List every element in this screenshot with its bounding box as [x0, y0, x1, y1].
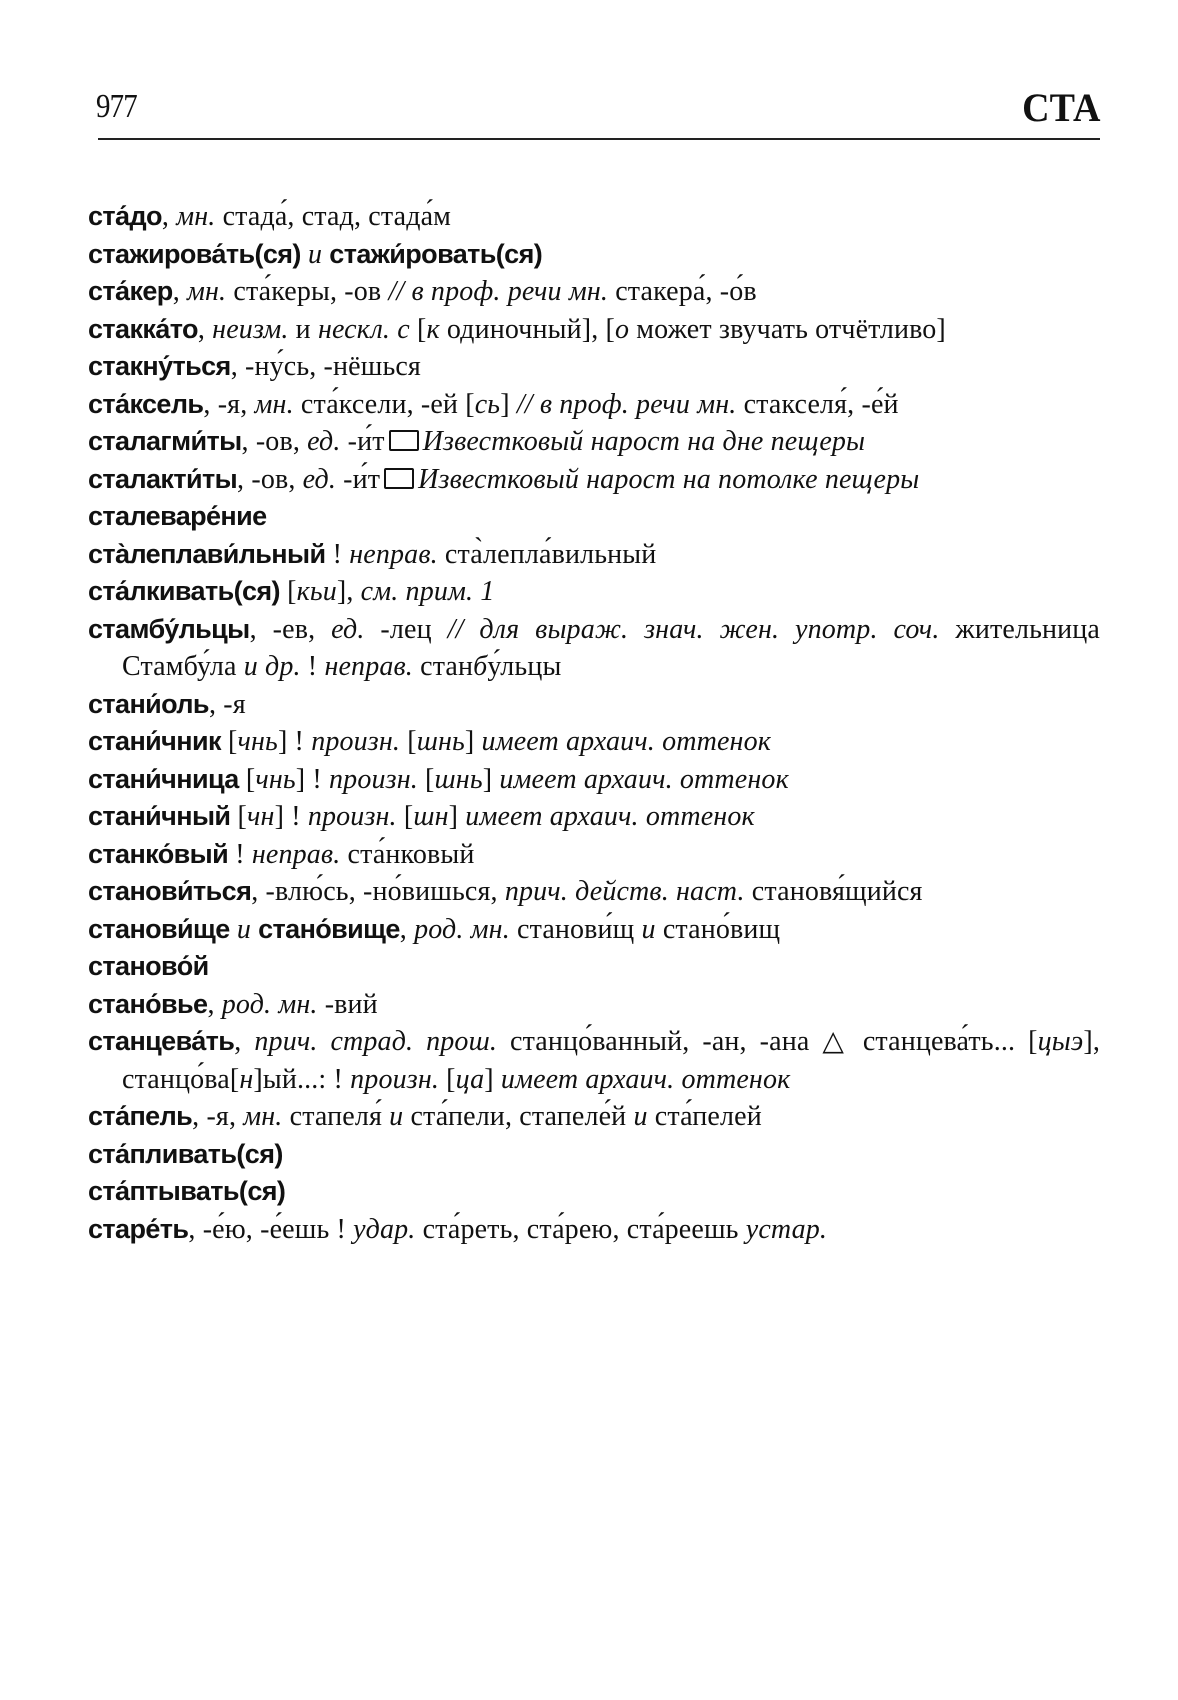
dictionary-entry — [88, 536, 1100, 574]
headword: ста̀леплави́льный — [88, 538, 326, 569]
grammar-label: ед. — [331, 613, 365, 645]
entry-text: -лец — [364, 613, 448, 645]
headword: ста́лкивать(ся) — [88, 576, 280, 606]
entry-text: , -я — [208, 688, 246, 720]
headword: ста́ксель — [88, 388, 204, 419]
grammar-label: о — [614, 313, 630, 345]
entry-text: стапеля́ — [282, 1101, 390, 1132]
entry-text: [ — [439, 1063, 456, 1095]
dictionary-entry — [88, 1023, 1100, 1098]
definition-box-icon — [384, 468, 414, 489]
entry-text — [301, 239, 308, 270]
entry-text: [ — [279, 576, 297, 607]
headword: стано́вье — [88, 988, 208, 1019]
headword: станко́вый — [88, 838, 229, 869]
dictionary-entry — [88, 911, 1100, 949]
dictionary-entry — [88, 611, 1100, 686]
grammar-label: неизм. — [212, 313, 289, 345]
headword: стани́чник — [88, 726, 221, 756]
dictionary-entry — [88, 498, 1100, 536]
entry-text: ста́реть, ста́рею, ста́реешь — [415, 1213, 746, 1245]
grammar-label: мн. — [176, 201, 216, 232]
dictionary-entry — [88, 273, 1100, 311]
grammar-label: имеет архаич. оттенок — [465, 801, 755, 832]
grammar-label: прич. страд. прош. — [254, 1026, 498, 1057]
entry-text: ста́пелей — [647, 1101, 762, 1132]
dictionary-entry — [88, 1136, 1100, 1174]
grammar-label: неправ. — [251, 838, 341, 870]
grammar-label: // в проф. речи мн. — [516, 388, 737, 420]
headword: ста́пливать(ся) — [88, 1138, 283, 1169]
entry-text: и — [288, 313, 318, 345]
grammar-label: шнь — [434, 763, 483, 795]
entry-text: стан — [412, 651, 474, 682]
entry-text: одиночный], [ — [439, 313, 615, 345]
entry-text: ] — [448, 801, 466, 832]
grammar-label: чнь — [255, 763, 296, 795]
entry-text: -вий — [317, 988, 378, 1020]
entry-text: , — [197, 313, 213, 345]
dictionary-entry — [88, 198, 1100, 236]
entry-text: [ — [220, 726, 238, 757]
entry-list — [88, 198, 1100, 1248]
headword: стажирова́ть(ся) — [88, 238, 301, 269]
entry-text: [ — [409, 313, 427, 345]
headword: ста́птывать(ся) — [88, 1176, 286, 1206]
dictionary-entry — [88, 461, 1100, 499]
grammar-label: шнь — [416, 726, 465, 757]
entry-text: ста́керы, -ов — [226, 276, 389, 307]
entry-text: ], — [336, 576, 361, 607]
dictionary-entry — [88, 236, 1100, 274]
entry-text: ]ый...: ! — [253, 1063, 351, 1095]
headword: стакну́ться — [88, 351, 231, 381]
grammar-label: Известковый нарост на дне пещеры — [422, 426, 866, 457]
grammar-label: цыэ — [1037, 1026, 1084, 1057]
dictionary-entry — [88, 986, 1100, 1024]
entry-text: ] — [500, 388, 517, 420]
headword: сталагми́ты — [88, 426, 242, 456]
guide-word: СТА — [1021, 85, 1100, 130]
dictionary-entry — [88, 836, 1100, 874]
running-head — [88, 80, 1100, 136]
headword: станцева́ть — [88, 1026, 235, 1056]
grammar-label: род. мн. — [221, 988, 318, 1020]
entry-text: ста́нковый — [340, 838, 475, 870]
headword: ста́до — [88, 201, 162, 231]
grammar-label: Известковый нарост на потолке пещеры — [418, 463, 920, 495]
entry-text: -и́т — [336, 463, 381, 495]
grammar-label: чнь — [237, 726, 278, 757]
grammar-label: произн. — [350, 1063, 440, 1095]
grammar-label: и — [307, 238, 323, 270]
entry-text: , — [207, 988, 222, 1020]
dictionary-page — [88, 80, 1100, 1245]
grammar-label: ца — [455, 1063, 485, 1095]
entry-text: может звучать отчётливо] — [629, 313, 946, 345]
grammar-label: к — [426, 313, 440, 345]
headword: ста́пель — [88, 1101, 193, 1131]
entry-text: станцо́ванный, -ан, -ана △ станцева́ть... [ — [497, 1026, 1038, 1057]
grammar-label: ед. — [307, 426, 341, 457]
dictionary-entry — [88, 723, 1100, 761]
entry-text: , — [161, 201, 177, 232]
entry-text: ! — [325, 538, 350, 570]
entry-text — [230, 914, 237, 945]
dictionary-entry — [88, 1173, 1100, 1211]
entry-text: , -ов, — [241, 426, 308, 457]
entry-text: [ — [396, 801, 414, 832]
entry-text: [ — [417, 763, 435, 795]
dictionary-entry — [88, 948, 1100, 986]
headword: сталеваре́ние — [88, 501, 267, 531]
grammar-label: и — [389, 1101, 404, 1132]
grammar-label: кьи — [296, 576, 337, 607]
entry-text: , — [172, 276, 187, 307]
entry-text: стано́вищ — [655, 913, 781, 945]
entry-text: , -ев, — [249, 613, 332, 645]
entry-text: ], станцо́ва[ — [122, 1026, 1100, 1095]
grammar-label: и — [633, 1101, 648, 1132]
entry-text: у́льцы — [487, 651, 562, 682]
entry-text: , -я, — [203, 388, 255, 420]
grammar-label: б — [473, 651, 488, 682]
entry-text: стакселя́, -е́й — [736, 388, 899, 420]
definition-box-icon — [389, 430, 419, 451]
entry-text: , -ну́сь, -нёшься — [230, 351, 421, 382]
entry-text: ] — [484, 1063, 501, 1095]
entry-text: ! — [300, 651, 325, 682]
headword: станово́й — [88, 951, 209, 981]
grammar-label: удар. — [353, 1213, 416, 1245]
grammar-label: // для выраж. знач. жен. употр. соч. — [447, 613, 940, 645]
headword: станови́ще — [88, 913, 230, 944]
headword: стани́оль — [88, 688, 209, 719]
entry-text: ста̀лепла́вильный — [437, 538, 657, 570]
header-rule — [98, 138, 1100, 140]
grammar-label: нескл. с — [317, 313, 410, 345]
dictionary-entry — [88, 386, 1100, 424]
entry-text: ста́ксели, -ей [ — [293, 388, 475, 420]
grammar-label: мн. — [243, 1101, 283, 1132]
grammar-label: и др. — [243, 651, 301, 682]
entry-text: , -влю́сь, -но́вишься, — [251, 876, 505, 907]
entry-text: становя́щийся — [744, 876, 923, 907]
entry-text: -и́т — [340, 426, 385, 457]
grammar-label: шн — [413, 801, 449, 832]
grammar-label: неправ. — [349, 538, 438, 570]
grammar-label: произн. — [311, 726, 401, 757]
grammar-label: произн. — [307, 801, 397, 832]
dictionary-entry — [88, 873, 1100, 911]
headword: стажи́ровать(ся) — [329, 238, 543, 269]
dictionary-entry — [88, 1098, 1100, 1136]
entry-text: [ — [230, 801, 248, 832]
entry-text: , -ов, — [237, 463, 303, 495]
grammar-label: имеет архаич. оттенок — [500, 1063, 791, 1095]
grammar-label: сь — [474, 388, 501, 420]
grammar-label: н — [239, 1063, 254, 1095]
entry-text: [ — [238, 763, 256, 795]
entry-text: стада́, стад, стада́м — [215, 201, 452, 232]
headword: старе́ть — [88, 1213, 189, 1244]
dictionary-entry — [88, 348, 1100, 386]
headword: стакка́то — [88, 313, 198, 344]
entry-text: , -е́ю, -е́ешь ! — [188, 1213, 354, 1245]
grammar-label: см. прим. 1 — [360, 576, 495, 607]
dictionary-entry — [88, 1211, 1100, 1249]
page-number: 977 — [96, 88, 137, 125]
entry-text: ] ! — [295, 763, 330, 795]
grammar-label: мн. — [254, 388, 294, 420]
dictionary-entry — [88, 311, 1100, 349]
grammar-label: и — [236, 913, 251, 945]
entry-text: станови́щ — [509, 913, 642, 945]
grammar-label: неправ. — [324, 651, 413, 682]
grammar-label: имеет архаич. оттенок — [481, 726, 771, 757]
entry-text: стакера́, -о́в — [608, 276, 757, 307]
entry-text: ста́пели, стапеле́й — [403, 1101, 634, 1132]
grammar-label: род. мн. — [414, 913, 510, 945]
grammar-label: мн. — [187, 276, 227, 307]
dictionary-entry — [88, 686, 1100, 724]
grammar-label: чн — [247, 801, 275, 832]
headword: ста́кер — [88, 276, 173, 306]
headword: стамбу́льцы — [88, 613, 250, 644]
headword: стано́вище — [258, 913, 400, 944]
entry-text: , — [234, 1026, 255, 1057]
grammar-label: имеет архаич. оттенок — [499, 763, 789, 795]
grammar-label: устар. — [745, 1213, 828, 1245]
dictionary-entry — [88, 573, 1100, 611]
entry-text: , — [399, 913, 415, 945]
grammar-label: произн. — [329, 763, 418, 795]
grammar-label: и — [641, 913, 656, 945]
entry-text: ! — [228, 838, 252, 870]
entry-text: ] — [482, 763, 500, 795]
grammar-label: ед. — [302, 463, 337, 495]
entry-text: жительница Стамбу́ла — [122, 613, 1100, 682]
entry-text: ] ! — [274, 801, 308, 832]
dictionary-entry — [88, 423, 1100, 461]
dictionary-entry — [88, 798, 1100, 836]
entry-text: , -я, — [192, 1101, 244, 1132]
dictionary-entry — [88, 761, 1100, 799]
grammar-label: прич. действ. наст. — [504, 876, 745, 907]
entry-text: ] ! — [277, 726, 312, 757]
headword: стани́чный — [88, 801, 231, 831]
grammar-label: // в проф. речи мн. — [388, 276, 609, 307]
entry-text: ] — [464, 726, 482, 757]
headword: стани́чница — [88, 763, 239, 794]
headword: сталакти́ты — [88, 463, 238, 494]
entry-text: [ — [400, 726, 417, 757]
headword: станови́ться — [88, 876, 252, 906]
